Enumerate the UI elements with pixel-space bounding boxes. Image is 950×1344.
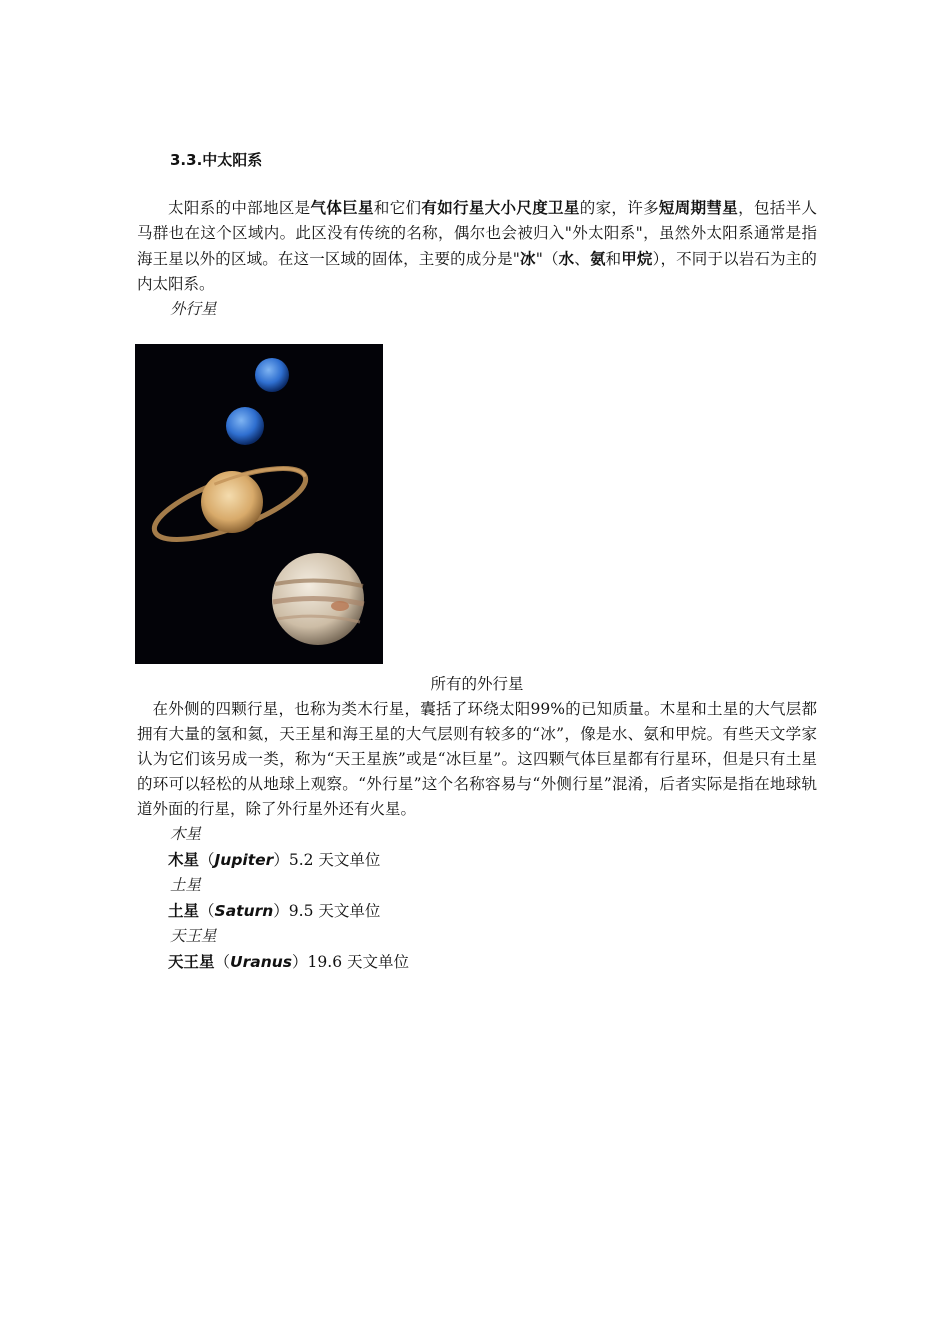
neptune-small (255, 358, 289, 392)
document-page (137, 148, 817, 975)
intro-paragraph: 太阳系的中部地区是气体巨星和它们有如行星大小尺度卫星的家，许多短周期彗星，包括半人马群也在这个区域内。此区没有传统的名称，偶尔也会被归入"外太阳系"，虽然外太阳系通常是指海王星以外的区域。在这一区域的固体，主要的成分是"冰"（水、氨和甲烷），不同于以岩石为主的内太阳系。 (137, 198, 817, 293)
jupiter-planet (272, 553, 364, 645)
jupiter-paragraph: 木星（Jupiter）5.2 天文单位 (168, 850, 381, 869)
outer-planets-photo (135, 344, 383, 664)
saturn-planet (147, 454, 314, 554)
saturn-heading: 土星 (170, 876, 202, 894)
planets-illustration (135, 344, 383, 664)
uranus-heading: 天王星 (170, 927, 217, 945)
figure-caption: 所有的外行星 (430, 675, 524, 693)
uranus-paragraph: 天王星（Uranus）19.6 天文单位 (168, 952, 409, 971)
section-title: 3.3.中太阳系 (170, 151, 263, 169)
saturn-paragraph: 土星（Saturn）9.5 天文单位 (168, 901, 381, 920)
jupiter-heading: 木星 (170, 825, 202, 843)
uranus-planet (226, 407, 264, 445)
outer-planets-heading: 外行星 (170, 300, 217, 318)
outer-planets-paragraph: 在外侧的四颗行星，也称为类木行星，囊括了环绕太阳99%的已知质量。木星和土星的大气层都拥有大量的氢和氦，天王星和海王星的大气层则有较多的“冰”，像是水、氨和甲烷。有些天文学家认为它们该另成一类，称为“天王星族”或是“冰巨星”。这四颗气体巨星都有行星环，但是只有土星的环可以轻松的从地球上观察。“外行星”这个名称容易与“外侧行星”混淆，后者实际是指在地球轨道外面的行星，除了外行星外还有火星。 (137, 700, 817, 818)
